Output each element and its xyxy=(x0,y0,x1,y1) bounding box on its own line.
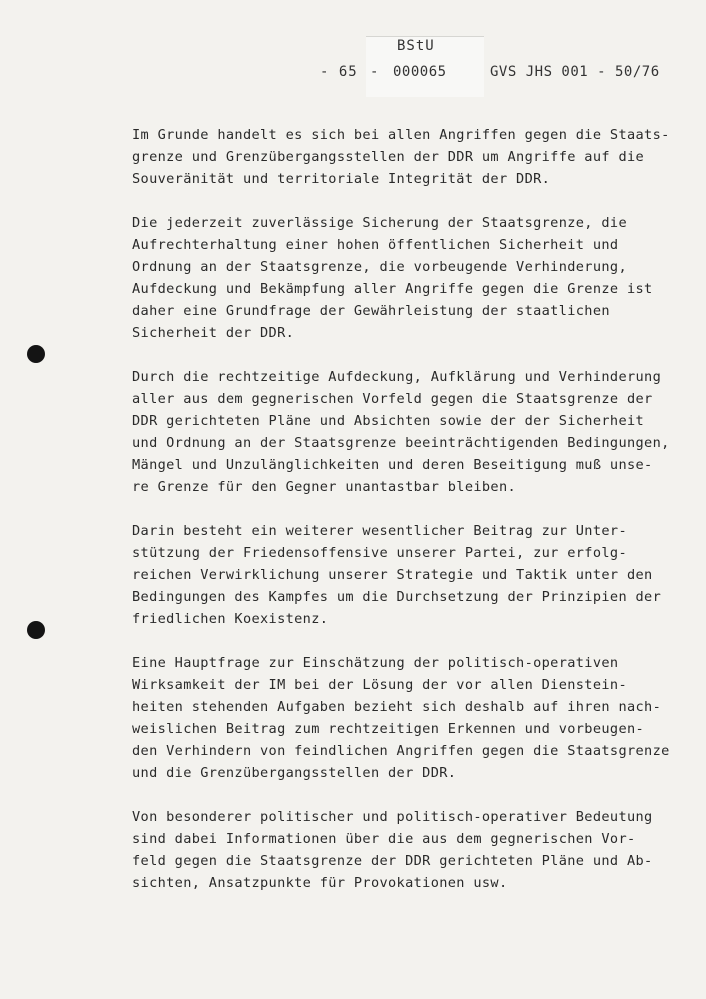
text-line: Aufdeckung und Bekämpfung aller Angriffe gegen die Grenze ist xyxy=(132,281,653,297)
text-line: Bedingungen des Kampfes um die Durchsetzung der Prinzipien der xyxy=(132,589,662,605)
text-line: Aufrechterhaltung einer hohen öffentlichen Sicherheit und xyxy=(132,237,619,253)
text-line: Sicherheit der DDR. xyxy=(132,325,295,341)
text-line: Darin besteht ein weiterer wesentlicher Beitrag zur Unter- xyxy=(132,523,627,539)
text-line: stützung der Friedensoffensive unserer Partei, zur erfolg- xyxy=(132,545,627,561)
text-line: grenze und Grenzübergangsstellen der DDR um Angriffe auf die xyxy=(132,149,645,165)
document-reference: GVS JHS 001 - 50/76 xyxy=(490,64,660,80)
text-line: DDR gerichteten Pläne und Absichten sowie der der Sicherheit xyxy=(132,413,645,429)
paragraph xyxy=(132,652,702,784)
page-number: - 65 xyxy=(320,64,358,80)
paragraph xyxy=(132,212,702,344)
text-line: feld gegen die Staatsgrenze der DDR gerichteten Pläne und Ab- xyxy=(132,853,653,869)
paragraph xyxy=(132,366,702,498)
text-line: aller aus dem gegnerischen Vorfeld gegen die Staatsgrenze der xyxy=(132,391,653,407)
punch-hole-icon xyxy=(27,345,45,363)
punch-hole-icon xyxy=(27,621,45,639)
text-line: weislichen Beitrag zum rechtzeitigen Erkennen und vorbeugen- xyxy=(132,721,645,737)
text-line: daher eine Grundfrage der Gewährleistung der staatlichen xyxy=(132,303,610,319)
paragraph xyxy=(132,124,702,190)
text-line: Durch die rechtzeitige Aufdeckung, Aufklärung und Verhinderung xyxy=(132,369,662,385)
header-separator: - xyxy=(370,64,379,80)
text-line: und Ordnung an der Staatsgrenze beeinträchtigenden Bedingungen, xyxy=(132,435,670,451)
stamp-label: BStU xyxy=(397,38,435,54)
text-line: Ordnung an der Staatsgrenze, die vorbeugende Verhinderung, xyxy=(132,259,627,275)
text-line: Im Grunde handelt es sich bei allen Angriffen gegen die Staats- xyxy=(132,127,670,143)
text-line: Souveränität und territoriale Integrität der DDR. xyxy=(132,171,551,187)
text-line: friedlichen Koexistenz. xyxy=(132,611,329,627)
text-line: Eine Hauptfrage zur Einschätzung der politisch-operativen xyxy=(132,655,619,671)
text-line: Mängel und Unzulänglichkeiten und deren Beseitigung muß unse- xyxy=(132,457,653,473)
text-line: sind dabei Informationen über die aus dem gegnerischen Vor- xyxy=(132,831,636,847)
text-line: Die jederzeit zuverlässige Sicherung der Staatsgrenze, die xyxy=(132,215,627,231)
text-line: Wirksamkeit der IM bei der Lösung der vor allen Dienstein- xyxy=(132,677,627,693)
text-line: reichen Verwirklichung unserer Strategie und Taktik unter den xyxy=(132,567,653,583)
text-line: den Verhindern von feindlichen Angriffen gegen die Staatsgrenze xyxy=(132,743,670,759)
text-line: sichten, Ansatzpunkte für Provokationen usw. xyxy=(132,875,508,891)
text-line: heiten stehenden Aufgaben bezieht sich deshalb auf ihren nach- xyxy=(132,699,662,715)
text-line: Von besonderer politischer und politisch-operativer Bedeutung xyxy=(132,809,653,825)
text-line: re Grenze für den Gegner unantastbar bleiben. xyxy=(132,479,517,495)
paragraph xyxy=(132,520,702,630)
paragraph xyxy=(132,806,702,894)
text-line: und die Grenzübergangsstellen der DDR. xyxy=(132,765,457,781)
body-text xyxy=(132,124,702,916)
stamp-number: 000065 xyxy=(393,64,447,80)
